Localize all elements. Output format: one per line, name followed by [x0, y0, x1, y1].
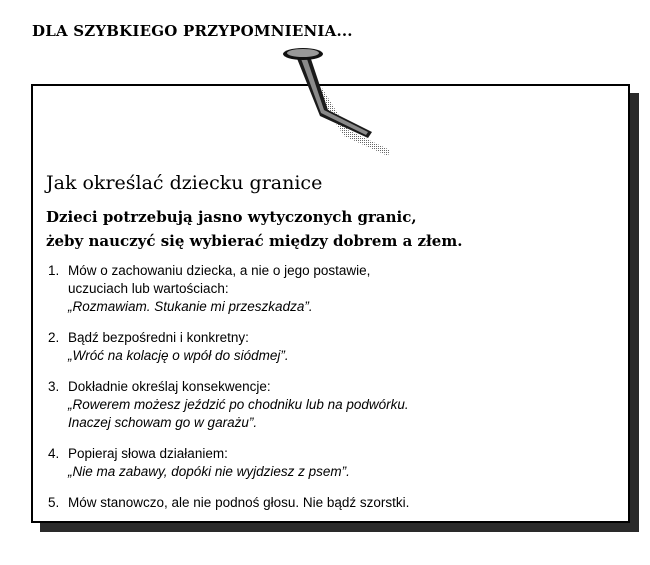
- item-quote: Inaczej schowam go w garażu”.: [68, 415, 258, 430]
- item-number: 2.: [48, 330, 60, 345]
- tips-list: [48, 262, 568, 525]
- item-number: 3.: [48, 379, 60, 394]
- item-text: Mów o zachowaniu dziecka, a nie o jego postawie,: [68, 263, 371, 278]
- item-quote: „Wróć na kolację o wpół do siódmej”.: [68, 348, 289, 363]
- list-item: [48, 445, 568, 481]
- list-item: [48, 262, 568, 316]
- list-item: [48, 378, 568, 432]
- item-quote: „Rowerem możesz jeździć po chodniku lub na podwórku.: [68, 397, 409, 412]
- item-quote: „Rozmawiam. Stukanie mi przeszkadza”.: [68, 299, 313, 314]
- item-text: uczuciach lub wartościach:: [68, 281, 229, 296]
- item-text: Popieraj słowa działaniem:: [68, 446, 228, 461]
- item-text: Mów stanowczo, ale nie podnoś głosu. Nie bądź szorstki.: [68, 495, 410, 510]
- subtitle-line: Dzieci potrzebują jasno wytyczonych granic,: [46, 208, 417, 226]
- page-title: Jak określać dziecku granice: [46, 172, 323, 194]
- item-number: 5.: [48, 495, 60, 510]
- item-quote: „Nie ma zabawy, dopóki nie wyjdziesz z psem”.: [68, 464, 350, 479]
- item-number: 1.: [48, 263, 60, 278]
- nail-icon: [270, 38, 410, 168]
- item-number: 4.: [48, 446, 60, 461]
- list-item: [48, 329, 568, 365]
- subtitle-line: żeby nauczyć się wybierać między dobrem a złem.: [46, 232, 463, 250]
- list-item: [48, 494, 568, 512]
- item-text: Dokładnie określaj konsekwencje:: [68, 379, 271, 394]
- item-text: Bądź bezpośredni i konkretny:: [68, 330, 249, 345]
- subtitle: [46, 205, 566, 253]
- section-header: DLA SZYBKIEGO PRZYPOMNIENIA...: [32, 22, 353, 40]
